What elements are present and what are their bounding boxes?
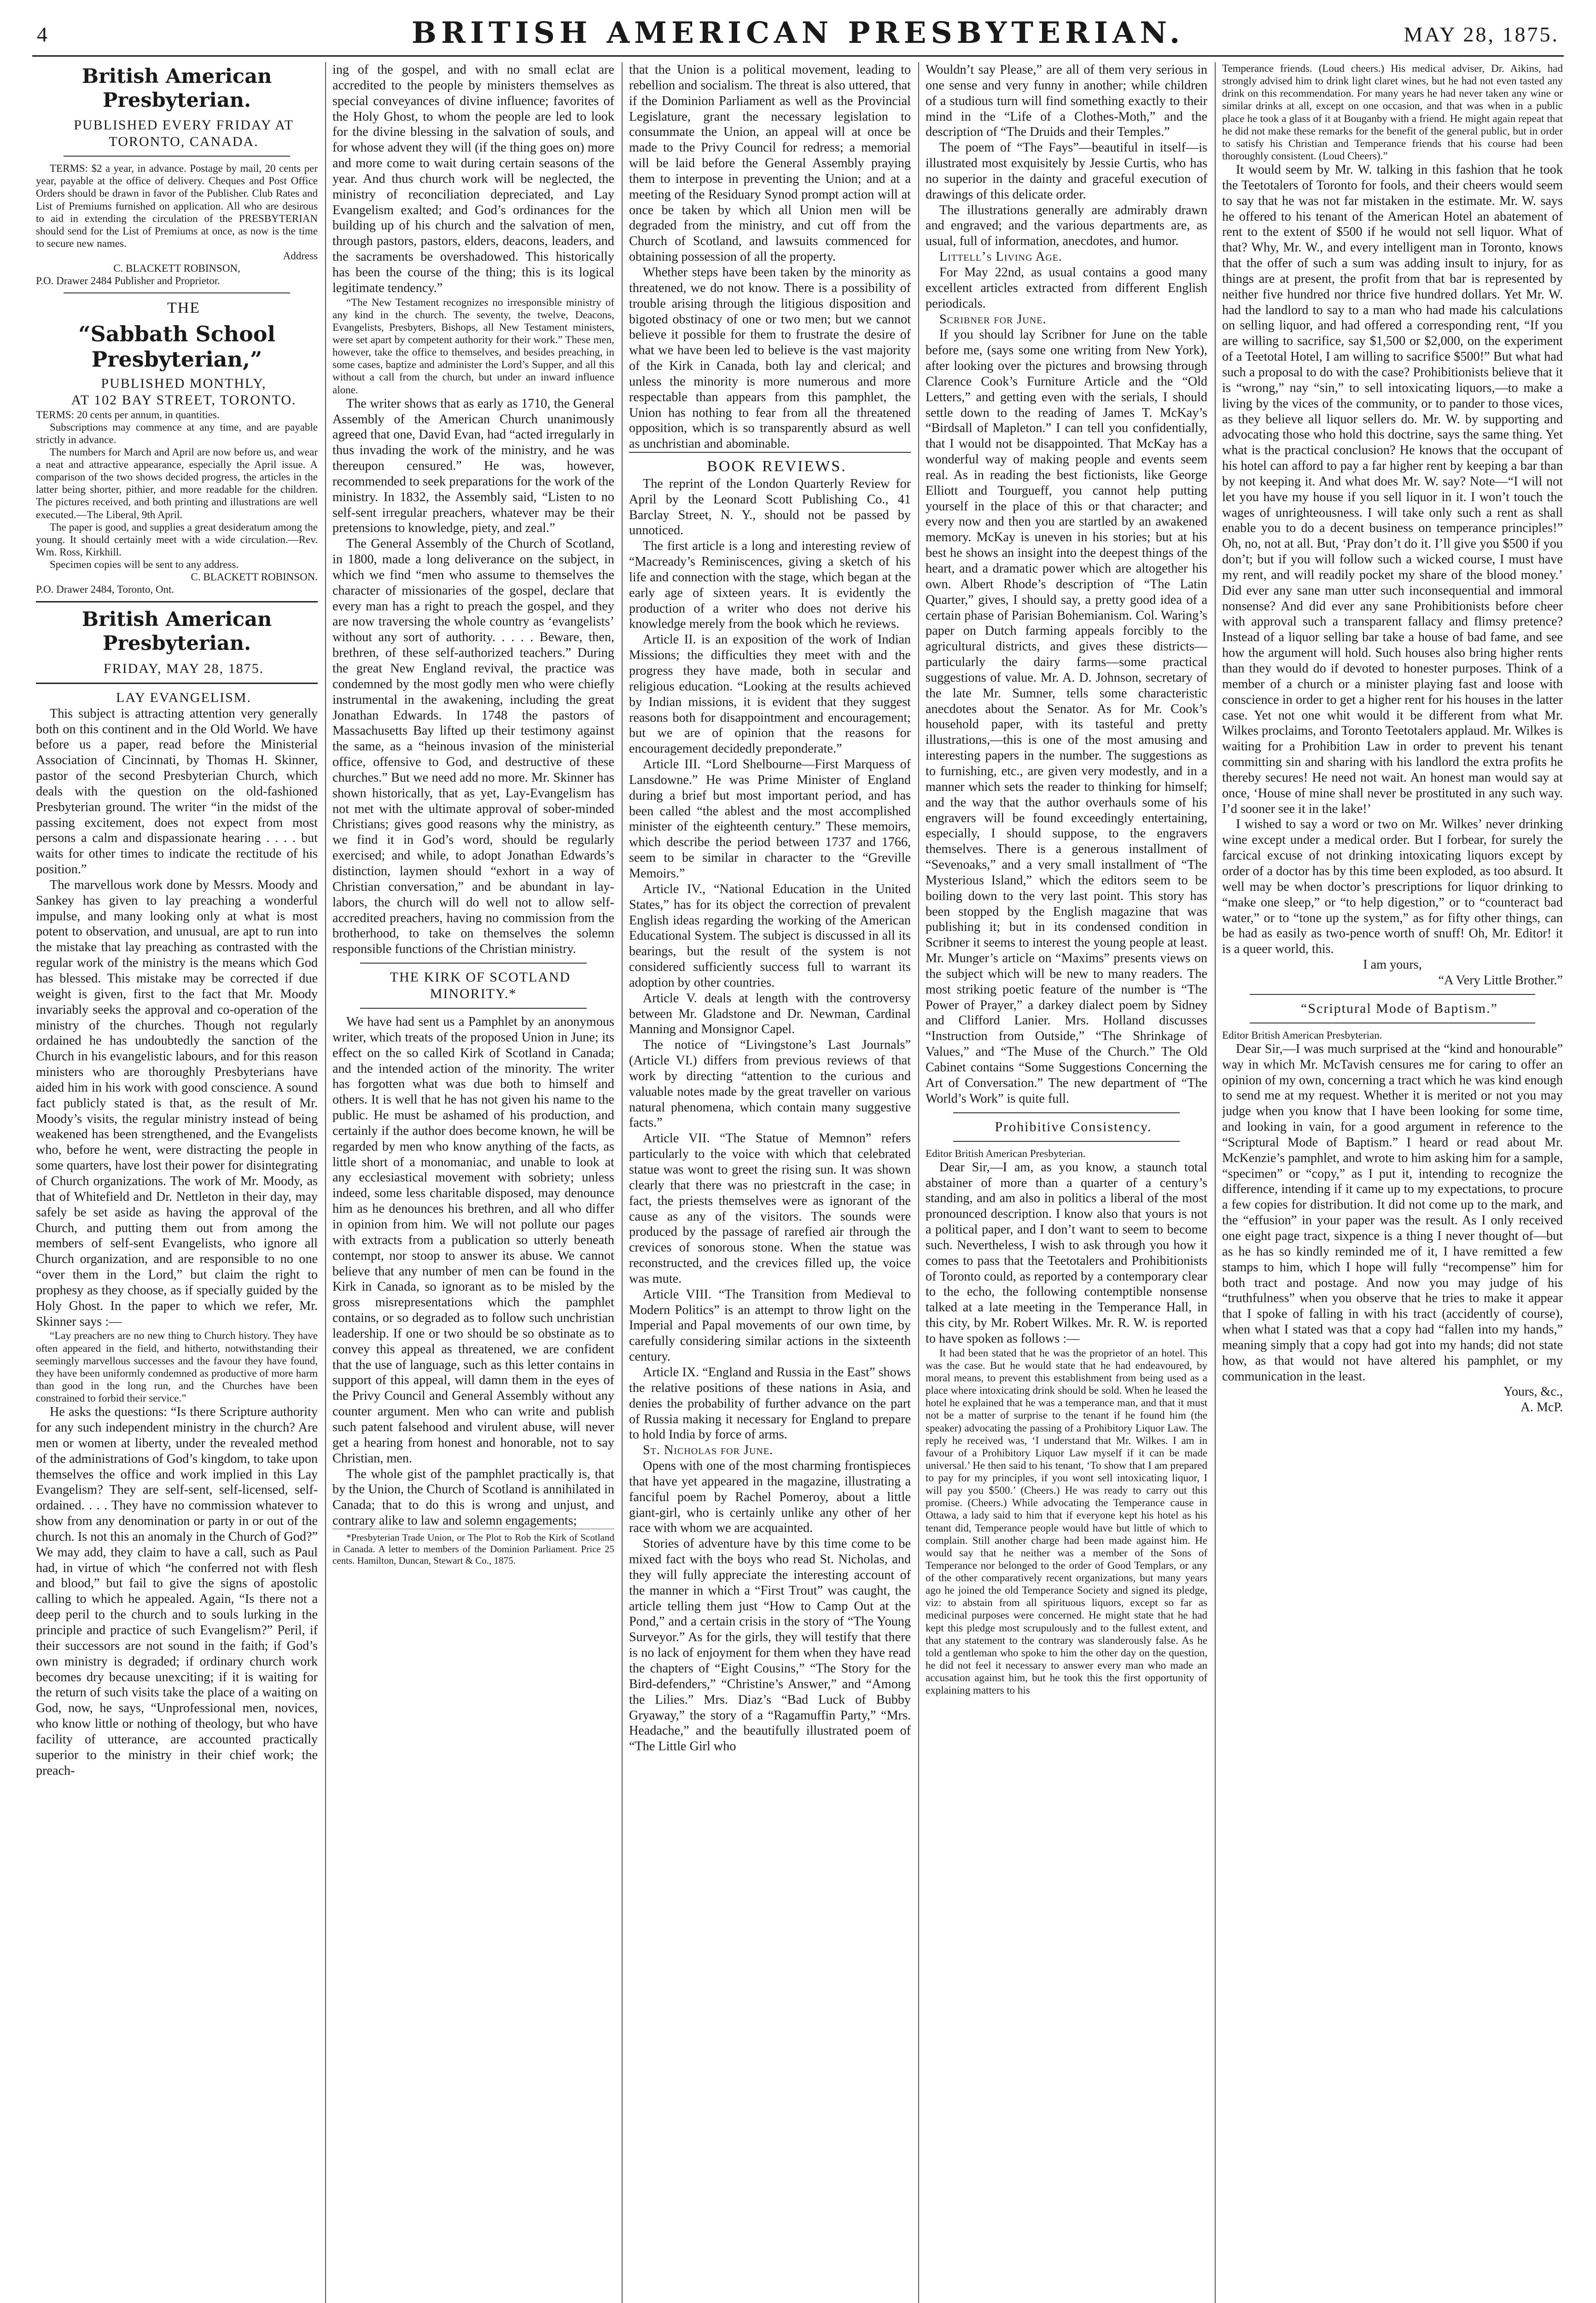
ss-note: Subscriptions may commence at any time, and are payable strictly in advance. — [36, 421, 318, 445]
paragraph: Article V. deals at length with the controversy between Mr. Gladstone and Dr. Newman, Cardinal Manning and Monsignor Capel. — [629, 991, 911, 1037]
block-quote: Temperance friends. (Loud cheers.) His medical adviser, Dr. Aikins, had strongly advised him to drink light claret wines, but he had not even tasted any drink on this recommendation. For many years he had never taken any wine or similar drinks at all, except on one occasion, and that was when in a public place he took a glass of it at Bouganby with a friend. He might again repeat that he did not make these remarks for the benefit of the general public, but in order to satisfy his Christian and Temperance friends that his course had been thoroughly consistent. (Loud Cheers).” — [1222, 63, 1563, 162]
terms-text: TERMS: $2 a year, in advance. Postage by mail, 20 cents per year, payable at the office of delivery. Cheques and Post Office Orders should be drawn in favor of the Publisher. Club Rates and List of Premiums furnished on application. All who are desirous to aid in extending the circulation of the PRESBYTERIAN should send for the List of Premiums at once, as now is the time to secure new names. — [36, 163, 318, 249]
sign-off: I am yours, — [1363, 958, 1422, 972]
divider — [360, 1008, 587, 1009]
paragraph: The General Assembly of the Church of Scotland, in 1800, made a long deliverance on the subject, in which we find “men who assume to themselves the character of missionaries of the gospel, declare that every man has a right to preach the gospel, and they are now traversing the whole country as ‘evangelists’ without any sort of authority. . . . . Beware, then, brethren, of these self-authorized teachers.” During the great New England revival, the practice was condemned by the most godly men who were chiefly instrumental in the awakening, including the great Jonathan Edwards. In 1748 the pastors of Massachusetts Bay lifted up their testimony against the same, as a “heinous invasion of the ministerial office, offensive to God, and destructive of these churches.” But we need add no more. Mr. Skinner has shown historically, that as yet, Lay-Evangelism has not met with the ultimate approval of sober-minded Christians; gives good reasons why the ministry, as we find it in God’s word, should be regularly exercised; and while, to adopt Jonathan Edwards’s distinction, laymen should “exhort in a way of Christian conversation,” and be abundant in lay-labors, the church will do well not to allow self-accredited preachers, having no commission from the brotherhood, to take on themselves the solemn responsible functions of the Christian ministry. — [332, 537, 614, 957]
column-2 — [332, 62, 614, 2303]
ss-the: THE — [167, 299, 201, 317]
paragraph: We have had sent us a Pamphlet by an anonymous writer, which treats of the proposed Union in June; its effect on the so called Kirk of Scotland in Canada; and the intended action of the minority. The writer has forgotten what was due both to himself and others. It is well that he has not given his name to the public. He must be ashamed of his production, and certainly if the author does become known, he will be regarded by men who know anything of the facts, as little short of a monomaniac, and unable to look at any ecclesiastical movement with sobriety; unless indeed, some less charitable disposed, may denounce him as he denounces his brethren, and all who differ in opinion from him. We will not pollute our pages with extracts from a publication so utterly beneath contempt, nor stoop to answer its abuse. We cannot believe that any number of men can be found in the Kirk in Canada, so ignorant as to be misled by the gross misrepresentations which the pamphlet contains, or so degraded as to follow such unchristian leadership. If one or two should be so obstinate as to convey this appeal as threatened, we are confident that the use of language, such as this letter contains in support of this appeal, will damn them in the eyes of the Privy Council and General Assembly without any counter argument. Men who can write and publish such patent falsehood and virulent abuse, will never get a hearing from honest and honorable, not to say Christian, men. — [332, 1015, 614, 1466]
section-book-reviews: BOOK REVIEWS. — [629, 452, 911, 476]
article-title-lay-evangelism: LAY EVANGELISM. — [116, 690, 251, 705]
paragraph: Article VIII. “The Transition from Medieval to Modern Politics” is an attempt to throw light on the Imperial and Papal movements of our own time, by carefully considering similar actions in the sixteenth century. — [629, 1287, 911, 1364]
paragraph: Article IX. “England and Russia in the East” shows the relative positions of these nations in Asia, and denies the probability of further advance on the part of Russia making it necessary for England to prepare to hold India by force of arms. — [629, 1365, 911, 1442]
paragraph: He asks the questions: “Is there Scripture authority for any such independent ministry in the church? Are men or women at liberty, under the revealed method of the administrations of God’s kingdom, to take upon themselves the office and work implied in this Lay Evangelism? They are self-sent, self-licensed, self-ordained. . . . They have no commission whatever to show from any denomination or party in or out of the church. Is not this an anomaly in the Church of God?” We may add, they claim to have a call, such as Paul had, in virtue of which “he conferred not with flesh and blood,” but fail to give the signs of apostolic calling to which he appealed. Again, “Is there not a deep peril to the church and to souls lurking in the principle and practice of such Evangelism?” Peril, if their successors are not sound in the faith; if God’s own ministry is degraded; if ordinary church work becomes dry because unexciting; if it is waiting for the return of such visits take the place of a waiting on God, now, he says, “Unprofessional men, novices, who know little or nothing of theology, but who have facility of utterance, are accounted practically superior to the ministry in their chief work; the preach- — [36, 1405, 318, 1778]
paragraph: Stories of adventure have by this time come to be mixed fact with the boys who read St. Nicholas, and they will fully appreciate the interesting account of the manner in which a “First Trout” was caught, the article telling them just “How to Camp Out at the Pond,” and a certain crisis in the story of “The Young Surveyor.” As for the girls, they will testify that there is no lack of enjoyment for them when they have read the chapters of “Eight Cousins,” “The Story for the Bird-defenders,” “Christine’s Answer,” and “Among the Lilies.” Mrs. Diaz’s “Bad Luck of Bubby Gryaway,” the story of a “Ragamuffin Party,” “Mrs. Headache,” and the beautifully illustrated poem of “The Little Girl who — [629, 1537, 911, 1754]
paragraph: Whether steps have been taken by the minority as threatened, we do not know. There is a possibility of trouble arising through the litigious disposition and bigoted obstinacy of one or two men; but we cannot believe it possible for them to frustrate the desire of what we have been led to believe is the vast majority of the Kirk in Canada, both lay and clerical; and unless the minority is more numerous and more respectable than appears from this pamphlet, the Union has nothing to fear from all the threatened opposition, which is so transparently absurd as well as unchristian and abominable. — [629, 265, 911, 451]
paragraph: that the Union is a political movement, leading to rebellion and socialism. The threat is also uttered, that if the Dominion Parliament as well as the Provincial Legislature, grant the necessary legislation to consummate the Union, an appeal will at once be made to the Privy Council for redress; a memorial will be laid before the General Assembly praying them to interpose in preventing the Union; and at a meeting of the Residuary Synod prompt action will at once be taken by which all Union men will be degraded from the ministry, and cut off from the Church of Scotland, and lawsuits commenced for obtaining possession of all the property. — [629, 63, 911, 264]
ss-address: AT 102 BAY STREET, TORONTO. — [71, 392, 297, 408]
ss-title: “Sabbath School Presbyterian,” — [78, 321, 275, 372]
divider — [1250, 994, 1535, 995]
divider — [64, 156, 290, 157]
column-rule — [1215, 62, 1216, 2303]
paragraph: Opens with one of the most charming frontispieces that have yet appeared in the magazine, illustrating a fanciful poem by Rachel Pomeroy, about a little giant-girl, who is certainly unlike any other of her race with whom we are acquainted. — [629, 1459, 911, 1536]
column-3 — [629, 62, 911, 2303]
paper-name: BRITISH AMERICAN PRESBYTERIAN. — [411, 16, 1185, 50]
ss-published: PUBLISHED MONTHLY, — [101, 375, 267, 391]
paragraph: Article VII. “The Statue of Memnon” refers particularly to the voice with which that celebrated statue was wont to greet the rising sun. It was shown clearly that there was no priestcraft in the case; in fact, the priests themselves were as ignorant of the cause as any of the visitors. The sounds were produced by the passage of rarefied air through the crevices of sonorous stone. When the statue was reconstructed, and the crevices filled up, the voice was mute. — [629, 1131, 911, 1286]
paragraph: It would seem by Mr. W. talking in this fashion that he took the Teetotalers of Toronto for fools, and their cheers would seem to say that he was not far mistaken in the estimate. Mr. W. says he offered to his tenant of the American Hotel an abatement of rent to the extent of $500 if he would not sell liquor. What of that? Why, Mr. W., and every intelligent man in Toronto, knows that the offer of such a sum was adding insult to injury, for as things are at present, the profit from that bar is represented by neither five hundred nor thrice five hundred dollars. Yet Mr. W. had the landlord to say to a man who had made his calculations on selling liquor, and had offered a corresponding rent, “If you are willing to sacrifice, say $1,500 or $2,000, on the experiment of a Teetotal Hotel, I am willing to sacrifice $500!” But what had such a proposal to do with the case? Prohibitionists believe that it is “wrong,” nay “sin,” to sell intoxicating liquors,—to make a living by the vices of the community, or to pander to those vices, as they believe all liquor sellers do. Mr. W. by supporting and advocating those who hold this doctrine, says the same thing. Yet what is the practical conclusion? He knows that the occupant of his hotel can afford to pay a far higher rent by keeping a bar than by not keeping it. And what does Mr. W. say? Note—“I will not let you have my house if you sell liquor in it. I won’t touch the wages of unrighteousness. I will take only such a rent as shall enable you to do a decent business on temperance principles!” Oh, no, not at all. But, ‘Pray don’t do it. I’ll give you $500 if you don’t; but if you will follow such a wicked course, I must have my rent, and will readily pocket my share of the blood money.’ Did ever any sane man utter such inconsequential and immoral nonsense? And did ever any sane Prohibitionists before cheer with approval such a transparent fallacy and flimsy pretence? Instead of a liquor selling bar take a house of bad fame, and see how the argument will hold. Such houses also bring higher rents than they would do if devoted to honester purposes. Think of a member of a church or a minister playing fast and loose with conscience in order to get a higher rent for his houses in the latter case. Yet not one whit would it be different from what Mr. Wilkes proclaims, and Toronto Teetotalers applaud. Mr. Wilkes is waiting for a Prohibition Law in order to prevent his tenant committing sin and sharing with his landlord the extra profits he thereby secures! He need not wait. An honest man would say at once, ‘House of mine shall never be prostituted in any such way. I’d sooner see it in the lake!’ — [1222, 163, 1563, 816]
divider — [36, 601, 318, 602]
masthead — [32, 14, 1564, 57]
paragraph: Article III. “Lord Shelbourne—First Marquess of Lansdowne.” He was Prime Minister of England during a brief but most important period, and has been called “the ablest and the most accomplished minister of the eighteenth century.” These memoirs, which describe the period between 1737 and 1766, seem to be similar in character to the “Greville Memoirs.” — [629, 757, 911, 881]
block-quote: “The New Testament recognizes no irresponsible ministry of any kind in the church. The seventy, the twelve, Deacons, Evangelists, Presbyters, Bishops, all New Testament ministers, were set apart by competent authority for their work.” These men, however, take the office to themselves, and besides preaching, in some cases, baptize and administer the Lord’s Supper, and all this without a call from the church, but under an inward influence alone. — [332, 296, 614, 396]
ss-praise: The numbers for March and April are now before us, and wear a neat and attractive appearance, especially the April issue. A comparison of the two shows decided progress, the articles in the latter being shorter, pithier, and more readable for the children. The pictures received, and both printing and illustrations are well executed.—The Liberal, 9th April. — [36, 446, 318, 520]
ss-praise-2: The paper is good, and supplies a great desideratum among the young. It should certainly meet with a wide circulation.—Rev. Wm. Ross, Kirkhill. — [36, 521, 318, 558]
paragraph: Article IV., “National Education in the United States,” has for its object the correction of prevalent English ideas regarding the working of the American Educational System. The subject is discussed in all its bearings, but the result of the system is not considered sufficiently success full to warrant its adoption by other countries. — [629, 882, 911, 990]
ss-terms: TERMS: 20 cents per annum, in quantities. — [36, 409, 220, 421]
page-number: 4 — [37, 23, 47, 46]
paragraph: The poem of “The Fays”—beautiful in itself—is illustrated most exquisitely by Jessie Curtis, who has no superior in the dainty and graceful execution of drawings of this delicate order. — [926, 140, 1207, 202]
divider — [953, 1112, 1180, 1113]
column-rule — [325, 62, 326, 2303]
block-quote: It had been stated that he was the proprietor of an hotel. This was the case. But he would state that he had endeavoured, by moral means, to prevent this establishment from being used as a place where intoxicating drink should be sold. When he leased the hotel he explained that he was a temperance man, and that it must not be a matter of surprise to the tenant if he found him (the speaker) advocating the passing of a Prohibitory Liquor Law. The reply he received was, ‘I understand that Mr. Wilkes. I am in favour of a Prohibitory Liquor Law myself if it can be made universal.’ He then said to his tenant, ‘To show that I am prepared to pay for my principles, if you wont sell intoxicating liquor, I will pay you $500.’ (Cheers.) He was ready to carry out this promise. (Cheers.) While advocating the Temperance cause in Ottawa, a lady said to him that if everyone kept his hotel as his tenant did, Temperance people would have but little of which to complain. Still another charge had been made against him. He would say that he neither was a member of the Sons of Temperance nor belonged to the order of Good Templars, or any of the other comparatively recent organizations, but many years ago he joined the old Temperance Society and signed its pledge, viz: to abstain from all spirituous liquors, except so far as medicinal purposes were concerned. He might state that he had kept this pledge most scrupulously and to the fullest extent, and that any statement to the contrary was slanderously false. As he told a gentleman who spoke to him the other day on the question, he did not feel it necessary to answer every man who made an accusation against him, but he took this the first opportunity of explaining matters to his — [926, 1347, 1207, 1696]
section-prohibitive-consistency: Prohibitive Consistency. — [995, 1119, 1152, 1134]
paragraph: Wouldn’t say Please,” are all of them very serious in one sense and very funny in another; while children of a studious turn will find something exactly to their mind in the “Life of a Clothes-Moth,” and the description of “The Druids and their Temples.” — [926, 63, 1207, 140]
paragraph: ing of the gospel, and with no small eclat are accredited to the people by ministers themselves as special conveyances of divine influence; favorites of the Holy Ghost, to whom the people are led to look for the divine blessing in the salvation of souls, and for whose advent they will (if the thing goes on) more and more come to wait during certain seasons of the year. And thus church work will be neglected, the ministry of reconciliation depreciated, and Lay Evangelism exalted; and God’s ordinances for the building up of his church and the salvation of men, through pastors, pastors, elders, deacons, leaders, and the sacraments be overshadowed. This historically has been the course of the thing; this is its logical legitimate tendency.” — [332, 63, 614, 295]
divider — [36, 683, 318, 684]
column-5 — [1222, 62, 1563, 2303]
issue-date: MAY 28, 1875. — [1404, 23, 1559, 46]
paragraph: The first article is a long and interesting review of “Macready’s Reminiscences, giving a sketch of his life and connection with the stage, which began at the early age of sixteen years. It is evidently the production of a writer who does not derive his knowledge merely from the book which he reviews. — [629, 539, 911, 631]
paragraph: I wished to say a word or two on Mr. Wilkes’ never drinking wine except under a medical order. But I forbear, for surely the farcical excuse of not drinking intoxicating liquors except by order of a doctor has by this time been exploded, as too absurd. It well may be when doctor’s prescriptions for liquor drinking to “make one sleep,” or “to help digestion,” or to “counteract bad water,” or to “tone up the system,” as for fifty other things, can be had as easily as two-pence worth of snuff! Oh, Mr. Editor! it is a queer world, this. — [1222, 817, 1563, 957]
divider — [360, 963, 587, 964]
column-4 — [926, 62, 1207, 2303]
publisher-name: C. BLACKETT ROBINSON, — [113, 263, 240, 275]
subhead-scribner: Scribner for June. — [939, 312, 1047, 327]
paragraph: The reprint of the London Quarterly Review for April by the Leonard Scott Publishing Co., 41 Barclay Street, N. Y., should not be passed by unnoticed. — [629, 476, 911, 538]
specimen-box: P.O. Drawer 2484, Toronto, Ont. — [36, 584, 175, 596]
section-scriptural-mode: “Scriptural Mode of Baptism.” — [1301, 1000, 1498, 1016]
paragraph: If you should lay Scribner for June on the table before me, (says some one writing from New York), after looking over the pictures and browsing through Clarence Cook’s Furniture Article and the “Old Letters,” and getting even with the serials, I should settle down to the reading of James T. McKay’s “Birdsall of Mapleton.” I can tell you confidentially, that I would not be disappointed. That McKay has a wonderful way of making people and events seem real. As in reading the best fictionists, like George Elliott and Tourgueff, you cannot help putting yourself in the place of this or that character; and every now and then you are startled by an awakened memory. McKay is uneven in his stories; but at his best he shows an insight into the deepest things of the heart, and a dramatic power which are altogether his own. Albert Rhode’s description of “The Latin Quarter,” gives, I should say, a pretty good idea of a certain phase of Parisian Bohemianism. Col. Waring’s paper on Dutch farming appeals forcibly to the agricultural districts, and gives these districts—particularly the dairy farms—some practical suggestions of value. Mr. A. D. Johnson, secretary of the late Mr. Sumner, tells some characteristic anecdotes about the Senator. As for Mr. Cook’s household paper, with its tasteful and pretty illustrations,—this is one of the most amusing and interesting papers in the number. The suggestions as to furnishing, etc., are given very modestly, and in a manner which sets the reader to thinking for himself; and the way that the author overhauls some of his engravers will be found exceedingly entertaining, especially, I should suppose, to the engravers themselves. There is a generous installment of “Sevenoaks,” and a very small installment of “The Mysterious Island,” which the editors seem to be boiling down to the very last point. This story has been stopped by the English magazine that was publishing it; but in its condensed condition in Scribner it seems to interest the young people at least. Mr. Munger’s article on “Maxims” presents views on the subject which will be new to many readers. The most striking poetic feature of the number is “The Power of Prayer,” a darkey dialect poem by Sidney and Clifford Lanier. Mrs. Holland discusses “Instruction from Outside,” “The Shrinkage of Values,” and “The Muse of the Church.” The Old Cabinet contains “Some Suggestions Concerning the Art of Conversation.” The new department of “The World’s Work” is quite full. — [926, 327, 1207, 1106]
paragraph: Article II. is an exposition of the work of Indian Missions; the difficulties they meet with and the progress they have made, both in secular and religious education. “Looking at the results achieved by Indian missions, it is evident that they suggest reasons both for disappointment and encouragement; but we are of opinion that the reasons for encouragement decidedly preponderate.” — [629, 632, 911, 756]
paragraph: Dear Sir,—I am, as you know, a staunch total abstainer of more than a quarter of a century’s standing, and am also in politics a liberal of the most pronounced description. I know also that yours is not a political paper, and I don’t want to seem to become such. Nevertheless, I wish to ask through you how it comes to pass that the Teetotalers and Prohibitionists of Toronto could, as reported by a contemporary clear to the echo, the following contemptible nonsense talked at a late meeting in the Temperance Hall, in this city, by Mr. Robert Wilkes. Mr. R. W. is reported to have spoken as follows :— — [926, 1160, 1207, 1346]
block-quote: “Lay preachers are no new thing to Church history. They have often appeared in the field, and hitherto, notwithstanding their seemingly marvellous successes and the favour they have found, they have been uniformly condemned as productive of more harm than good in the long run, and the Churches have been constrained to forbid their service.” — [36, 1330, 318, 1404]
closing: Yours, &c., — [1503, 1385, 1563, 1399]
column-1 — [36, 62, 318, 2303]
specimen-note: Specimen copies will be sent to any address. — [50, 559, 239, 571]
paragraph: The notice of “Livingstone’s Last Journals” (Article VI.) differs from previous reviews of that work by directing “attention to the curious and valuable notes made by the great traveller on various natural phenomena, which contain many suggestive facts.” — [629, 1038, 911, 1130]
editor-line: Editor British American Presbyterian. — [1222, 1029, 1382, 1041]
date-line: FRIDAY, MAY 28, 1875. — [103, 661, 264, 676]
column-rule — [622, 62, 623, 2303]
city-line: TORONTO, CANADA. — [109, 134, 259, 150]
specimen-publisher: C. BLACKETT ROBINSON. — [191, 571, 318, 583]
paragraph: The writer shows that as early as 1710, the General Assembly of the American Church unanimously agreed that one, David Evan, had “acted irregularly in thus invading the work of the ministry, and he was thereupon censured.” He was, however, recommended to seek preparations for the work of the ministry. In 1832, the Assembly said, “Listen to no self-sent irregular preachers, whatever may be their pretensions to knowledge, piety, and zeal.” — [332, 396, 614, 536]
signer: A. McP. — [1520, 1400, 1563, 1415]
subhead-st-nicholas: St. Nicholas for June. — [643, 1443, 774, 1458]
footnote: *Presbyterian Trade Union, or The Plot to Rob the Kirk of Scotland in Canada. A letter to members of the Dominion Parliament. Price 25 cents. Hamilton, Duncan, Stewart & Co., 1875. — [332, 1529, 614, 1567]
divider — [953, 1141, 1180, 1142]
article-title-kirk-minority: THE KIRK OF SCOTLAND MINORITY.* — [390, 970, 571, 1002]
editor-line: Editor British American Presbyterian. — [926, 1147, 1086, 1159]
paragraph: The marvellous work done by Messrs. Moody and Sankey has given to lay preaching a wonderful impulse, and many looking only at what is most potent to observation, and unusual, are apt to run into the mistake that lay preaching as contrasted with the regular work of the ministry is the means which God has blessed. This mistake may be corrected if due weight is given, first to the fact that Mr. Moody invariably seeks the approval and co-operation of the ministry of the churches. Though not regularly ordained he has undoubtedly the sanction of the Church in his evangelistic labours, and for this reason ministers who are thoroughly Presbyterians have aided him in his work with good conscience. A sound fact publicly stated is that, as the result of Mr. Moody’s visits, the regular ministry instead of being weakened has been strengthened, and the Evangelists who, before he went, were distracting the people in some quarters, have lost their power for disintegrating of Church organizations. The work of Mr. Moody, as that of Whitefield and Dr. Nettleton in their day, may safely be set aside as having the approval of the Church, and putting them out from among the members of self-sent Evangelists, who ignore all Church organization, and are responsible to no one “over them in the Lord,” but claim the right to prophesy as they choose, as if specially guided by the Holy Ghost. In the paper to which we refer, Mr. Skinner says :— — [36, 877, 318, 1329]
paper-title: British American Presbyterian. — [82, 65, 272, 112]
paper-title-2: British American Presbyterian. — [82, 608, 272, 655]
publisher-box: P.O. Drawer 2484 Publisher and Proprietor. — [36, 275, 220, 287]
column-rule — [918, 62, 919, 2303]
divider — [64, 292, 290, 293]
paragraph: The whole gist of the pamphlet practically is, that by the Union, the Church of Scotland is annihilated in Canada; that to do this is wrong and unjust, and contrary alike to law and solemn engagements; — [332, 1467, 614, 1528]
subhead-littells: Littell’s Living Age. — [939, 250, 1062, 264]
paragraph: For May 22nd, as usual contains a good many excellent articles extracted from different English periodicals. — [926, 265, 1207, 311]
paragraph: This subject is attracting attention very generally both on this continent and in the Old World. We have before us a paper, read before the Ministerial Association of Cincinnati, by Thomas H. Skinner, pastor of the second Presbyterian Church, which deals with the question on the old-fashioned Presbyterian ground. The writer “in the midst of the passing excitement, does not expect from most persons a calm and dispassionate hearing . . . . but waits for other times to indicate the rectitude of his position.” — [36, 706, 318, 877]
paragraph: Dear Sir,—I was much surprised at the “kind and honourable” way in which Mr. McTavish censures me for caring to offer an opinion of my own, concerning a tract which he was kind enough to send me at my request. Whether it is merited or not you may judge when you know that I have been looking for some time, and looking in vain, for a good argument in reference to the “Scriptural Mode of Baptism.” I heard or read about Mr. McKenzie’s pamphlet, and wrote to him asking him for a sample, “specimen” or “copy,” as I put it, intending to recognize the difference, intending if it came up to my expectations, to procure a few copies for distribution. It did not come up to the mark, and the “effusion” in your paper was the result. As I only received one eight page tract, sixpence is a thing I never thought of—but as he has so kindly reminded me of it, I have remitted a few stamps to him, which I hope will fully “recompense” him for both tract and postage. And now you may judge of his “truthfulness” when you observe that he tries to make it appear that I spoke of falling in with his tract (accidently of course), when what I stated was that a copy had “fallen into my hands,” meaning simply that a copy had got into my hands; did not state how, as that would not have altered his pamphlet, or my communication in the least. — [1222, 1041, 1563, 1384]
paragraph: The illustrations generally are admirably drawn and engraved; and the various departments are, as usual, full of information, anecdotes, and humor. — [926, 203, 1207, 249]
signature: “A Very Little Brother.” — [1438, 973, 1563, 988]
address-label: Address — [283, 250, 318, 262]
published-line: PUBLISHED EVERY FRIDAY AT — [74, 117, 294, 133]
